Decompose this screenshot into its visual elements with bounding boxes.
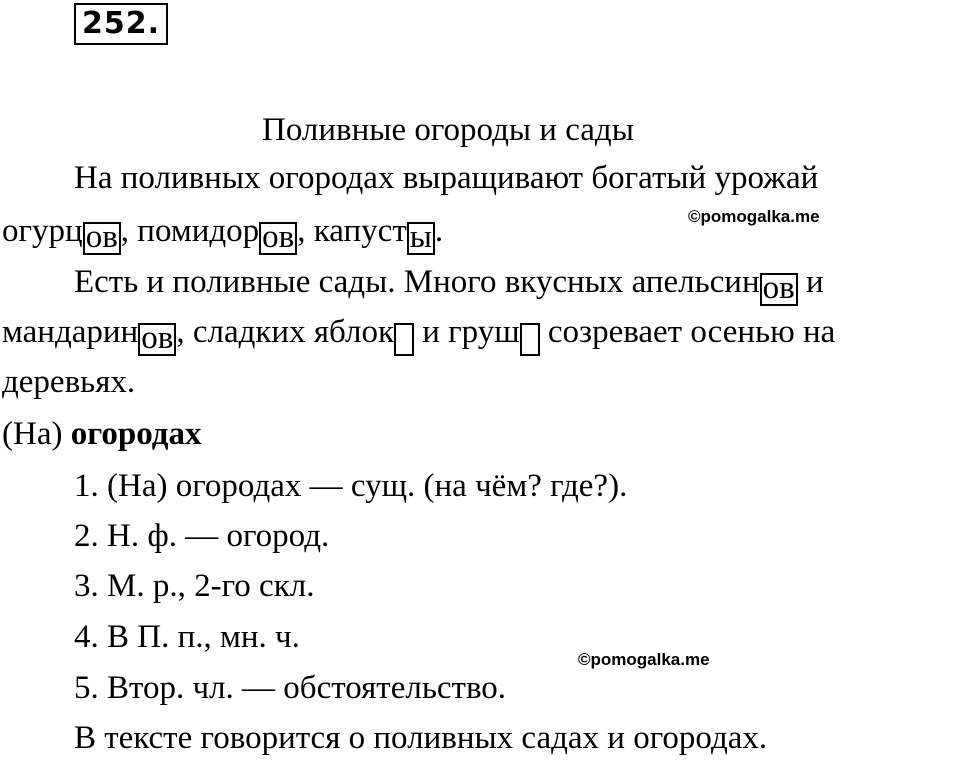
- ending-box: ов: [760, 273, 798, 306]
- paragraph2-line3: деревьях.: [2, 364, 136, 400]
- conclusion: В тексте говорится о поливных садах и огородах.: [74, 720, 768, 756]
- word-part: и груш: [413, 314, 520, 350]
- word-part: мандарин: [2, 314, 139, 350]
- watermark: ©pomogalka.me: [688, 207, 820, 226]
- ending-box: ы: [407, 222, 435, 255]
- word-part: , помидор: [120, 213, 260, 249]
- analysis-heading: [2, 416, 201, 452]
- ending-box: ов: [138, 323, 176, 356]
- empty-ending-box: [520, 323, 540, 356]
- analysis-item: 5. Втор. чл. — обстоятельство.: [74, 670, 507, 706]
- exercise-number: 252.: [74, 3, 168, 45]
- word-part: Есть и поливные сады. Много вкусных апельсин: [74, 264, 760, 300]
- word-part: .: [434, 213, 444, 249]
- analysis-word: огородах: [70, 416, 202, 452]
- analysis-item: 1. (На) огородах — сущ. (на чём? где?).: [74, 468, 628, 504]
- word-part: , капуст: [297, 213, 407, 249]
- ending-box: ов: [259, 222, 297, 255]
- analysis-item: 4. В П. п., мн. ч.: [74, 619, 300, 655]
- analysis-item: 3. М. р., 2-го скл.: [74, 568, 315, 604]
- paragraph2-line2: [2, 314, 835, 356]
- word-part: созревает осенью на: [539, 314, 836, 350]
- word-part: и: [797, 264, 824, 300]
- analysis-preposition: (На): [2, 416, 63, 452]
- paragraph1-line1: На поливных огородах выращивают богатый урожай: [74, 160, 819, 196]
- empty-ending-box: [394, 323, 414, 356]
- word-part: огурц: [2, 213, 83, 249]
- watermark: ©pomogalka.me: [578, 650, 710, 669]
- paragraph2-line1: [74, 264, 824, 306]
- paragraph1-line2: [2, 213, 443, 255]
- ending-box: ов: [83, 222, 121, 255]
- text-title: Поливные огороды и сады: [262, 112, 634, 148]
- word-part: , сладких яблок: [176, 314, 394, 350]
- analysis-item: 2. Н. ф. — огород.: [74, 518, 330, 554]
